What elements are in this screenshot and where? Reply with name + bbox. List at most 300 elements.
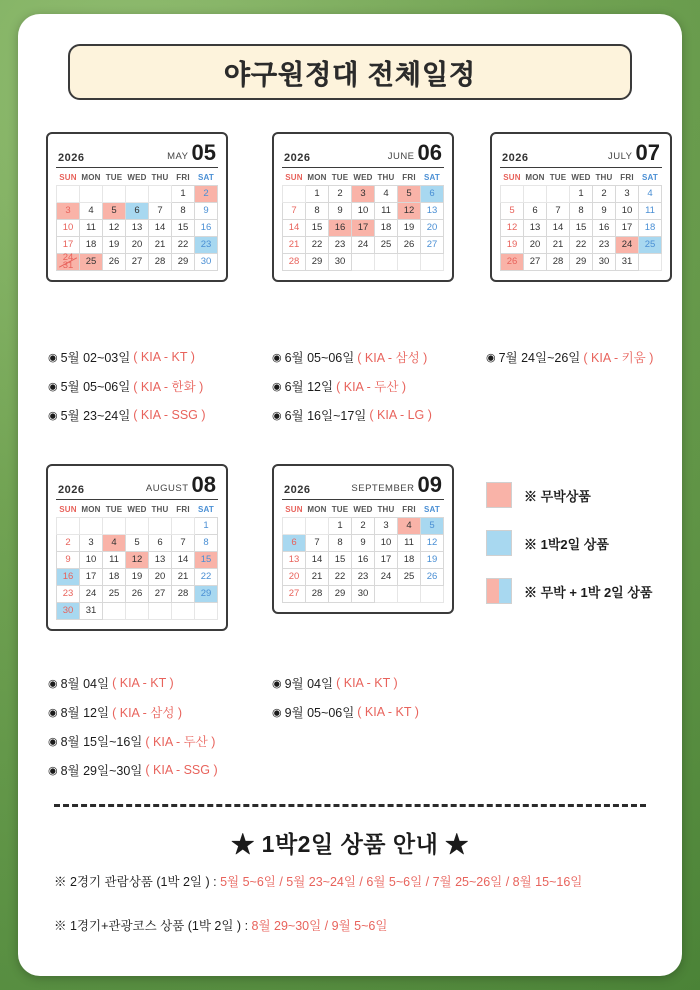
calendar-empty-cell [172, 602, 195, 619]
calendar-day-cell: 23 [195, 236, 218, 253]
calendar-empty-cell [421, 585, 444, 602]
calendar-empty-cell [375, 585, 398, 602]
calendar-day-cell: 6 [126, 202, 149, 219]
schedule-row [272, 674, 419, 692]
calendar-day-cell: 12 [126, 551, 149, 568]
calendar-week-row [283, 568, 444, 585]
calendar-empty-cell [103, 185, 126, 202]
calendar-header [56, 474, 218, 500]
notice-line-2-prefix: ※ 1경기+관광코스 상품 (1박 2일 ) : [54, 919, 252, 933]
calendar-day-cell: 5 [398, 185, 421, 202]
calendar-day-cell: 21 [172, 568, 195, 585]
calendar-day-cell: 3 [375, 517, 398, 534]
weekday-header: SAT [423, 504, 440, 514]
schedule-teams: ( KIA - KT ) [133, 350, 195, 364]
schedule-list-september [272, 674, 419, 732]
calendar-day-cell: 22 [329, 568, 352, 585]
calendar-header [500, 142, 662, 168]
calendar-day-cell: 11 [103, 551, 126, 568]
calendar-month-number: 06 [417, 140, 442, 165]
calendar-day-cell: 6 [149, 534, 172, 551]
notice-title: ★ 1박2일 상품 안내 ★ [231, 831, 469, 857]
calendar-empty-cell [103, 517, 126, 534]
notice-line-2 [54, 916, 387, 934]
schedule-row [272, 377, 432, 395]
calendar-day-cell: 3 [616, 185, 639, 202]
calendar-day-cell: 16 [593, 219, 616, 236]
calendar-empty-cell [149, 185, 172, 202]
schedule-teams: ( KIA - 두산 ) [336, 380, 407, 394]
calendar-week-row [57, 236, 218, 253]
calendar-week-row [57, 602, 218, 619]
calendar-day-cell: 18 [639, 219, 662, 236]
calendar-grid [282, 503, 444, 603]
weekday-header: THU [151, 504, 169, 514]
schedule-date: 7월 24일~26일 [498, 351, 581, 365]
calendar-day-cell: 21 [283, 236, 306, 253]
calendar-day-cell: 8 [570, 202, 593, 219]
weekday-header: WED [127, 504, 147, 514]
calendar-header [56, 142, 218, 168]
calendar-day-cell: 31 [616, 253, 639, 270]
calendar-day-cell: 27 [524, 253, 547, 270]
calendar-day-cell: 17 [57, 236, 80, 253]
weekday-header: MON [525, 172, 545, 182]
calendar-day-cell: 20 [126, 236, 149, 253]
calendar-day-cell: 27 [126, 253, 149, 270]
calendar-year: 2026 [58, 151, 85, 164]
weekday-header: THU [151, 172, 169, 182]
calendar-day-cell: 18 [80, 236, 103, 253]
schedule-list-may [48, 348, 206, 435]
calendar-day-cell: 8 [329, 534, 352, 551]
calendar-week-row [57, 534, 218, 551]
calendar-empty-cell [149, 517, 172, 534]
calendar-day-cell: 26 [421, 568, 444, 585]
weekday-header: MON [81, 172, 101, 182]
calendar-week-row [57, 517, 218, 534]
weekday-header: TUE [105, 172, 123, 182]
calendar-day-cell: 13 [126, 219, 149, 236]
calendar-day-cell: 20 [283, 568, 306, 585]
bullet-icon: ◉ [48, 706, 58, 719]
calendar-day-cell: 8 [172, 202, 195, 219]
calendar-day-cell: 15 [195, 551, 218, 568]
calendar-day-cell: 30 [329, 253, 352, 270]
calendar-week-row [283, 185, 444, 202]
calendar-empty-cell [149, 602, 172, 619]
calendar-day-cell: 4 [103, 534, 126, 551]
calendar-month-number: 07 [635, 140, 660, 165]
calendar-day-cell: 12 [501, 219, 524, 236]
calendar-day-cell: 9 [593, 202, 616, 219]
calendar-day-cell: 19 [103, 236, 126, 253]
calendar-june [272, 132, 454, 282]
schedule-date: 6월 05~06일 [284, 351, 355, 365]
calendar-day-cell: 13 [149, 551, 172, 568]
weekday-header: WED [571, 172, 591, 182]
calendar-day-cell: 22 [195, 568, 218, 585]
calendar-day-cell: 21 [306, 568, 329, 585]
legend [486, 482, 686, 626]
calendar-day-cell: 22 [306, 236, 329, 253]
calendar-week-row [283, 219, 444, 236]
schedule-teams: ( KIA - SSG ) [133, 408, 206, 422]
calendar-day-cell: 14 [283, 219, 306, 236]
legend-row [486, 482, 686, 508]
calendar-week-row [57, 253, 218, 270]
schedule-row [48, 348, 206, 366]
calendar-day-cell: 16 [57, 568, 80, 585]
calendar-day-cell: 24 [616, 236, 639, 253]
calendar-empty-cell [352, 253, 375, 270]
calendar-day-cell: 18 [375, 219, 398, 236]
schedule-teams: ( KIA - KT ) [357, 705, 419, 719]
calendar-day-cell: 30 [57, 602, 80, 619]
schedule-list-july [486, 348, 653, 377]
calendar-day-cell: 15 [172, 219, 195, 236]
calendar-header [282, 142, 444, 168]
calendar-day-cell: 29 [570, 253, 593, 270]
weekday-header: SUN [285, 504, 303, 514]
weekday-header: THU [377, 504, 395, 514]
calendar-day-cell: 8 [306, 202, 329, 219]
calendar-week-row [283, 253, 444, 270]
calendar-empty-cell [57, 185, 80, 202]
calendar-day-cell: 13 [524, 219, 547, 236]
calendar-day-cell: 4 [375, 185, 398, 202]
calendar-day-cell: 5 [126, 534, 149, 551]
bullet-icon: ◉ [48, 409, 58, 422]
calendar-day-cell: 21 [149, 236, 172, 253]
calendar-day-cell: 7 [149, 202, 172, 219]
calendar-day-cell: 20 [524, 236, 547, 253]
calendar-day-cell: 9 [329, 202, 352, 219]
bullet-icon: ◉ [48, 380, 58, 393]
weekday-header: FRI [176, 172, 190, 182]
calendar-week-row [283, 202, 444, 219]
calendar-day-cell: 5 [103, 202, 126, 219]
calendar-empty-cell [547, 185, 570, 202]
calendar-day-cell: 24 [352, 236, 375, 253]
calendar-day-cell: 28 [149, 253, 172, 270]
calendar-week-row [283, 534, 444, 551]
calendar-july [490, 132, 672, 282]
calendar-day-cell: 2 [57, 534, 80, 551]
calendar-week-row [57, 551, 218, 568]
calendar-day-cell: 7 [283, 202, 306, 219]
weekday-header: MON [307, 172, 327, 182]
calendar-day-cell: 20 [421, 219, 444, 236]
calendar-day-cell: 25 [375, 236, 398, 253]
calendar-day-cell: 23 [329, 236, 352, 253]
calendar-empty-cell [283, 517, 306, 534]
calendar-day-cell: 16 [352, 551, 375, 568]
legend-swatch [486, 482, 512, 508]
weekday-header: WED [127, 172, 147, 182]
calendar-day-cell: 6 [283, 534, 306, 551]
schedule-date: 8월 15일~16일 [60, 735, 143, 749]
notice-line-1-highlight: 5월 5~6일 / 5월 23~24일 / 6월 5~6일 / 7월 25~26일 / 8월 15~16일 [220, 875, 583, 889]
calendar-day-cell: 29 [329, 585, 352, 602]
calendar-day-cell: 19 [501, 236, 524, 253]
weekday-header: MON [307, 504, 327, 514]
bullet-icon: ◉ [272, 409, 282, 422]
calendar-day-cell: 29 [195, 585, 218, 602]
weekday-header: SAT [197, 172, 214, 182]
schedule-date: 6월 12일 [284, 380, 334, 394]
calendar-month-wrap [607, 140, 660, 165]
calendar-day-cell: 7 [306, 534, 329, 551]
calendar-day-cell: 1 [172, 185, 195, 202]
calendar-day-cell: 17 [616, 219, 639, 236]
notice-line-1 [54, 872, 582, 890]
calendar-year: 2026 [58, 483, 85, 496]
schedule-date: 8월 12일 [60, 706, 110, 720]
calendar-empty-cell [421, 253, 444, 270]
calendar-day-cell: 26 [103, 253, 126, 270]
weekday-header: SUN [285, 172, 303, 182]
page-title-box [68, 44, 632, 100]
weekday-header: TUE [549, 172, 567, 182]
calendar-day-cell: 17 [80, 568, 103, 585]
schedule-date: 6월 16일~17일 [284, 409, 367, 423]
calendar-grid [282, 171, 444, 271]
calendar-month-name: MAY [167, 150, 189, 162]
schedule-teams: ( KIA - 삼성 ) [112, 706, 183, 720]
calendar-day-cell: 5 [421, 517, 444, 534]
calendar-empty-cell [126, 602, 149, 619]
schedule-row [272, 703, 419, 721]
weekday-header: FRI [176, 504, 190, 514]
calendar-month-name: JUNE [387, 150, 415, 162]
calendar-empty-cell [524, 185, 547, 202]
calendar-day-cell: 18 [398, 551, 421, 568]
calendar-day-cell: 10 [616, 202, 639, 219]
schedule-date: 5월 02~03일 [60, 351, 131, 365]
calendar-empty-cell [398, 585, 421, 602]
calendar-empty-cell [398, 253, 421, 270]
calendar-month-wrap [145, 472, 216, 497]
calendar-may [46, 132, 228, 282]
legend-row [486, 578, 686, 604]
weekday-header: TUE [331, 504, 349, 514]
bullet-icon: ◉ [272, 677, 282, 690]
schedule-date: 8월 04일 [60, 677, 110, 691]
calendar-day-cell: 24 [80, 585, 103, 602]
calendar-day-cell: 2 [593, 185, 616, 202]
schedule-teams: ( KIA - SSG ) [145, 763, 218, 777]
calendar-day-cell: 17 [375, 551, 398, 568]
calendar-day-cell: 18 [103, 568, 126, 585]
weekday-header: THU [595, 172, 613, 182]
calendar-day-cell: 11 [80, 219, 103, 236]
calendar-day-cell: 23 [352, 568, 375, 585]
schedule-row [486, 348, 653, 366]
weekday-header: WED [353, 172, 373, 182]
schedule-row [48, 703, 218, 721]
calendar-grid [56, 503, 218, 620]
calendar-day-cell: 7 [547, 202, 570, 219]
calendar-day-cell: 2 [329, 185, 352, 202]
calendar-september [272, 464, 454, 614]
calendar-day-cell: 16 [329, 219, 352, 236]
schedule-row [48, 732, 218, 750]
calendar-day-cell: 9 [195, 202, 218, 219]
weekday-header: FRI [620, 172, 634, 182]
bullet-icon: ◉ [48, 351, 58, 364]
weekday-header: TUE [105, 504, 123, 514]
calendar-day-cell: 6 [421, 185, 444, 202]
calendar-day-cell: 10 [57, 219, 80, 236]
notice-line-1-prefix: ※ 2경기 관람상품 (1박 2일 ) : [54, 875, 221, 889]
weekday-header: SAT [641, 172, 658, 182]
weekday-header: TUE [331, 172, 349, 182]
section-divider [54, 804, 646, 807]
calendar-day-cell: 10 [80, 551, 103, 568]
calendar-empty-cell [126, 185, 149, 202]
bullet-icon: ◉ [272, 706, 282, 719]
calendar-week-row [501, 219, 662, 236]
calendar-empty-cell [172, 517, 195, 534]
calendar-day-cell: 24 [375, 568, 398, 585]
calendar-august [46, 464, 228, 631]
calendar-day-cell: 27 [149, 585, 172, 602]
calendar-day-cell: 12 [421, 534, 444, 551]
weekday-header: FRI [402, 504, 416, 514]
weekday-header: MON [81, 504, 101, 514]
calendar-day-cell: 14 [306, 551, 329, 568]
calendar-day-cell: 15 [570, 219, 593, 236]
schedule-row [272, 348, 432, 366]
calendar-month-wrap [387, 140, 442, 165]
schedule-teams: ( KIA - 키움 ) [583, 351, 654, 365]
legend-swatch [486, 530, 512, 556]
calendar-grid [56, 171, 218, 271]
schedule-teams: ( KIA - 한화 ) [133, 380, 204, 394]
bullet-icon: ◉ [272, 351, 282, 364]
calendar-year: 2026 [284, 483, 311, 496]
calendar-day-cell: 23 [593, 236, 616, 253]
legend-row [486, 530, 686, 556]
calendar-day-cell: 14 [149, 219, 172, 236]
schedule-teams: ( KIA - KT ) [112, 676, 174, 690]
schedule-list-august [48, 674, 218, 790]
calendar-day-cell: 6 [524, 202, 547, 219]
calendar-day-cell: 17 [352, 219, 375, 236]
calendar-day-cell: 1 [195, 517, 218, 534]
calendar-day-cell: 1 [306, 185, 329, 202]
bullet-icon: ◉ [272, 380, 282, 393]
calendar-month-name: JULY [607, 150, 633, 162]
notice-line-2-highlight: 8월 29~30일 / 9월 5~6일 [251, 919, 388, 933]
calendar-month-wrap [351, 472, 442, 497]
calendar-empty-cell [639, 253, 662, 270]
calendar-day-cell: 11 [375, 202, 398, 219]
calendar-grid [500, 171, 662, 271]
calendar-year: 2026 [502, 151, 529, 164]
calendar-day-cell: 13 [421, 202, 444, 219]
schedule-date: 9월 05~06일 [284, 706, 355, 720]
calendar-day-cell: 11 [639, 202, 662, 219]
calendar-week-row [501, 202, 662, 219]
calendar-day-cell: 2 [352, 517, 375, 534]
calendar-week-row [57, 568, 218, 585]
calendar-day-cell: 16 [195, 219, 218, 236]
calendar-day-cell: 31 [80, 602, 103, 619]
schedule-list-june [272, 348, 432, 435]
calendar-day-cell: 12 [398, 202, 421, 219]
schedule-teams: ( KIA - 삼성 ) [357, 351, 428, 365]
calendar-day-cell: 9 [352, 534, 375, 551]
legend-swatch [486, 578, 512, 604]
schedule-date: 8월 29일~30일 [60, 764, 143, 778]
calendar-day-cell: 4 [80, 202, 103, 219]
bullet-icon: ◉ [48, 735, 58, 748]
schedule-row [272, 406, 432, 424]
calendar-month-number: 08 [191, 472, 216, 497]
calendar-day-cell: 27 [421, 236, 444, 253]
bullet-icon: ◉ [48, 677, 58, 690]
calendar-day-cell: 15 [329, 551, 352, 568]
calendar-week-row [283, 517, 444, 534]
calendar-day-cell: 7 [172, 534, 195, 551]
calendar-day-cell: 26 [126, 585, 149, 602]
calendar-day-cell: 25 [80, 253, 103, 270]
calendar-day-cell: 1 [570, 185, 593, 202]
calendar-day-cell: 29 [306, 253, 329, 270]
calendar-month-number: 09 [417, 472, 442, 497]
calendar-empty-cell [80, 185, 103, 202]
calendar-day-cell: 14 [172, 551, 195, 568]
calendar-empty-cell [80, 517, 103, 534]
calendar-year: 2026 [284, 151, 311, 164]
calendar-day-cell: 8 [195, 534, 218, 551]
calendar-day-cell: 28 [306, 585, 329, 602]
schedule-teams: ( KIA - KT ) [336, 676, 398, 690]
bullet-icon: ◉ [486, 351, 496, 364]
calendar-day-cell: 9 [57, 551, 80, 568]
calendar-day-cell: 21 [547, 236, 570, 253]
calendar-day-cell: 30 [352, 585, 375, 602]
bullet-icon: ◉ [48, 764, 58, 777]
legend-label: ※ 1박2일 상품 [524, 536, 609, 552]
calendar-day-cell: 30 [195, 253, 218, 270]
calendar-day-cell: 28 [547, 253, 570, 270]
schedule-row [48, 406, 206, 424]
calendar-week-row [57, 219, 218, 236]
calendar-week-row [283, 236, 444, 253]
weekday-header: SUN [503, 172, 521, 182]
calendar-empty-cell [306, 517, 329, 534]
calendar-day-cell: 28 [172, 585, 195, 602]
calendar-week-row [501, 253, 662, 270]
calendar-day-cell: 19 [421, 551, 444, 568]
calendar-day-cell: 25 [103, 585, 126, 602]
calendar-day-cell: 12 [103, 219, 126, 236]
calendar-day-cell: 22 [570, 236, 593, 253]
page-title: 야구원정대 전체일정 [223, 59, 477, 90]
calendar-month-wrap [167, 140, 216, 165]
legend-label: ※ 무박상품 [524, 488, 591, 504]
calendar-day-cell: 3 [352, 185, 375, 202]
calendar-day-cell: 1 [329, 517, 352, 534]
calendar-week-row [57, 202, 218, 219]
calendar-empty-cell [375, 253, 398, 270]
weekday-header: SUN [59, 172, 77, 182]
schedule-teams: ( KIA - LG ) [369, 408, 432, 422]
calendar-header [282, 474, 444, 500]
